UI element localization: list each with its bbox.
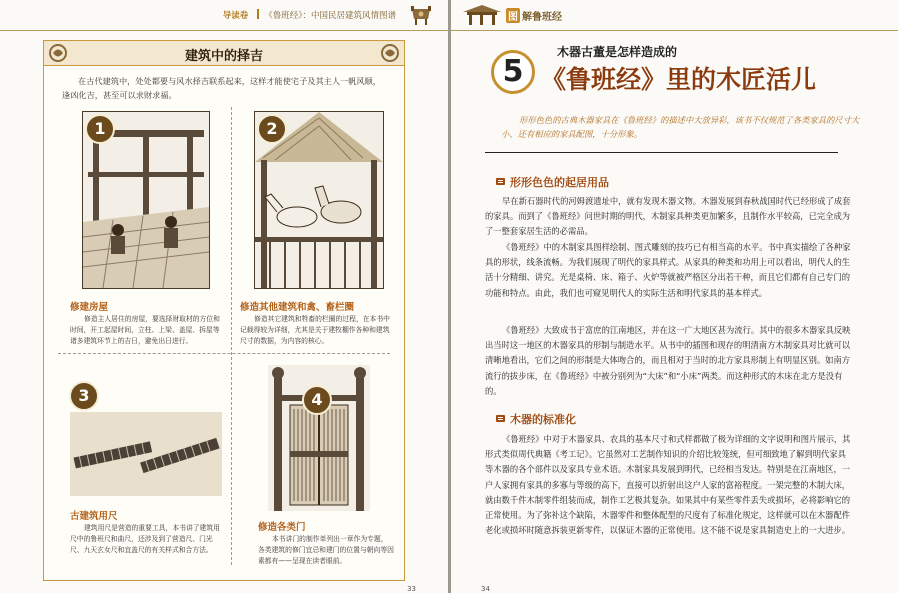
title-rule bbox=[485, 152, 838, 153]
badge-text: 解鲁班经 bbox=[522, 12, 562, 23]
header-divider bbox=[257, 9, 259, 19]
right-page bbox=[451, 0, 898, 593]
section-heading bbox=[495, 411, 576, 427]
item-description: 修造其它建筑和牲畜的栏圈的过程，在本书中记载得较为详细，尤其是关于建牧棚作各种和建筑尺寸的数据，为内容的核心。 bbox=[240, 315, 390, 345]
chapter-subtitle: 木器古董是怎样造成的 bbox=[557, 45, 678, 59]
left-page bbox=[0, 0, 448, 593]
panel-title-bar bbox=[44, 41, 404, 66]
ornament-icon bbox=[380, 43, 400, 63]
scroll-icon bbox=[495, 176, 506, 187]
section-heading bbox=[495, 174, 609, 190]
chapter-number: 5 bbox=[491, 50, 535, 94]
scroll-icon bbox=[495, 413, 506, 424]
body-paragraph: 《鲁班经》大致成书于富庶的江南地区，并在这一广大地区甚为流行。其中的很多木器家具反映出当时这一地区的木器家具的形制与制造水平。从书中的插图和现存的明清南方木制家具对比就可以清晰地看出，它们之间的形制是大体吻合的，而且相对于当时的北方家具形制上有明显区别。如南方流行的拔步床，在《鲁班经》中被分别列为“大床”和“小床”两类。而这种形式的木床在北方是没有的。 bbox=[485, 325, 851, 396]
left-header-text bbox=[223, 9, 396, 21]
item-description: 修造主人居住的房屋，要选择财取材的方位和时间，开工起屋时间，立柱、上梁、盖屋、拆屋等诸多建筑环节上的吉日，避免出日进行。 bbox=[70, 315, 220, 345]
item-number-badge: 4 bbox=[302, 385, 332, 415]
panel-intro: 在古代建筑中，处处都要与风水择吉联系起来，这样才能使宅子及其主人一帆风顺，逢凶化吉，甚至可以求财求福。 bbox=[62, 76, 381, 100]
vertical-divider bbox=[231, 107, 232, 565]
selection-panel bbox=[43, 40, 405, 581]
badge-tu: 图 bbox=[506, 8, 520, 23]
illustration-house-building bbox=[82, 111, 210, 289]
book-badge bbox=[506, 8, 562, 23]
body-paragraph: 《鲁班经》中的木制家具图样绘制、图式雕刻的技巧已有相当高的水平。书中真实描绘了各种家具的形状，线条流畅。为我们展现了明代的家具样式。从家具的种类和功用上可以看出，明代人的生活十分精细、讲究。光是桌椅、床、箱子、火炉等就被严格区分出若干种，而且它们都有自己专门的功能和特点。由此，我们也可窥见明代人的实际生活和明代家具的基本样式。 bbox=[485, 242, 851, 298]
item-number-badge: 1 bbox=[85, 114, 115, 144]
left-page-header bbox=[0, 0, 448, 31]
item-number-badge: 3 bbox=[69, 381, 99, 411]
book-title: 《鲁班经》：中国民居建筑风情图谱 bbox=[264, 11, 396, 21]
illustration-animal-pen bbox=[254, 111, 384, 289]
pavilion-icon bbox=[461, 3, 503, 25]
chapter-title: 《鲁班经》里的木匠活儿 bbox=[541, 65, 817, 94]
right-page-header bbox=[451, 0, 898, 31]
item-caption: 修建房屋 bbox=[70, 302, 109, 313]
item-description: 建筑用尺是营造的重要工具，本书讲了建筑用尺中的鲁班尺和曲尺，还涉及到了营造尺、门光尺、九天玄女尺和宜盖尺的有关样式和合方法。 bbox=[70, 524, 220, 554]
chapter-lede: 形形色色的古典木器家具在《鲁班经》的描述中大放异彩，该书不仅规范了各类家具的尺寸大小、还有相应的家具配图，十分形象。 bbox=[501, 115, 860, 139]
panel-title: 建筑中的择吉 bbox=[184, 49, 263, 64]
ding-vessel-icon bbox=[408, 3, 434, 27]
section-heading-text: 木器的标准化 bbox=[510, 413, 576, 426]
item-number-badge: 2 bbox=[257, 114, 287, 144]
illustration-gate bbox=[268, 365, 370, 511]
horizontal-divider bbox=[58, 353, 390, 354]
illustration-rulers bbox=[70, 412, 222, 496]
rulers-drawing bbox=[70, 412, 222, 496]
body-paragraph: 早在新石器时代的河姆渡遗址中，就有发现木器文物。木器发展到春秋战国时代已经形成了成套的家具。而到了《鲁班经》问世时期的明代，木制家具种类更加繁多，且制作水平较高，已完全成为了一整套家居生活的必需品。 bbox=[485, 196, 851, 237]
page-number: 34 bbox=[481, 585, 490, 593]
item-caption: 古建筑用尺 bbox=[70, 511, 118, 522]
item-description: 本书讲门的制作单列出一章作为专题，各类建筑的修门宜忌和建门的位置与朝向等因素都有——呈现在读者眼前。 bbox=[258, 535, 394, 565]
item-number-wrap bbox=[69, 381, 95, 407]
series-label: 导读卷 bbox=[222, 11, 249, 21]
page-number: 33 bbox=[407, 585, 416, 593]
item-caption: 修造各类门 bbox=[258, 522, 306, 533]
section-heading-text: 形形色色的起居用品 bbox=[510, 176, 609, 189]
body-paragraph: 《鲁班经》中对于木器家具、农具的基本尺寸和式样都做了极为详细的文字说明和图片展示，其形式类似周代典籍《考工记》。它虽然对工艺制作知识的介绍比较笼统，但可细致地了解到明代家具等木器的各个部件以及家具专业术语。木制家具发展到明代，已经相当发达。特别是在江南地区，一户人家拥有家具的多寡与等级的高下，直接可以折射出这户人家的富裕程度。一架完整的木制大床，就由数千件木制零件组装而成，制作工艺极其复杂。如果其中有某些零件丢失或损坏，必将影响它的正常使用。为了弥补这个缺陷，木器零件和整体配型的尺度有了标准化规定，这样就可以在木器配件老化或损坏时随意拆装更新零件，以保证木器的正常使用。这不能不说是家具制造史上的一大进步。 bbox=[485, 434, 851, 536]
item-caption: 修造其他建筑和禽、畜栏圈 bbox=[240, 302, 355, 313]
